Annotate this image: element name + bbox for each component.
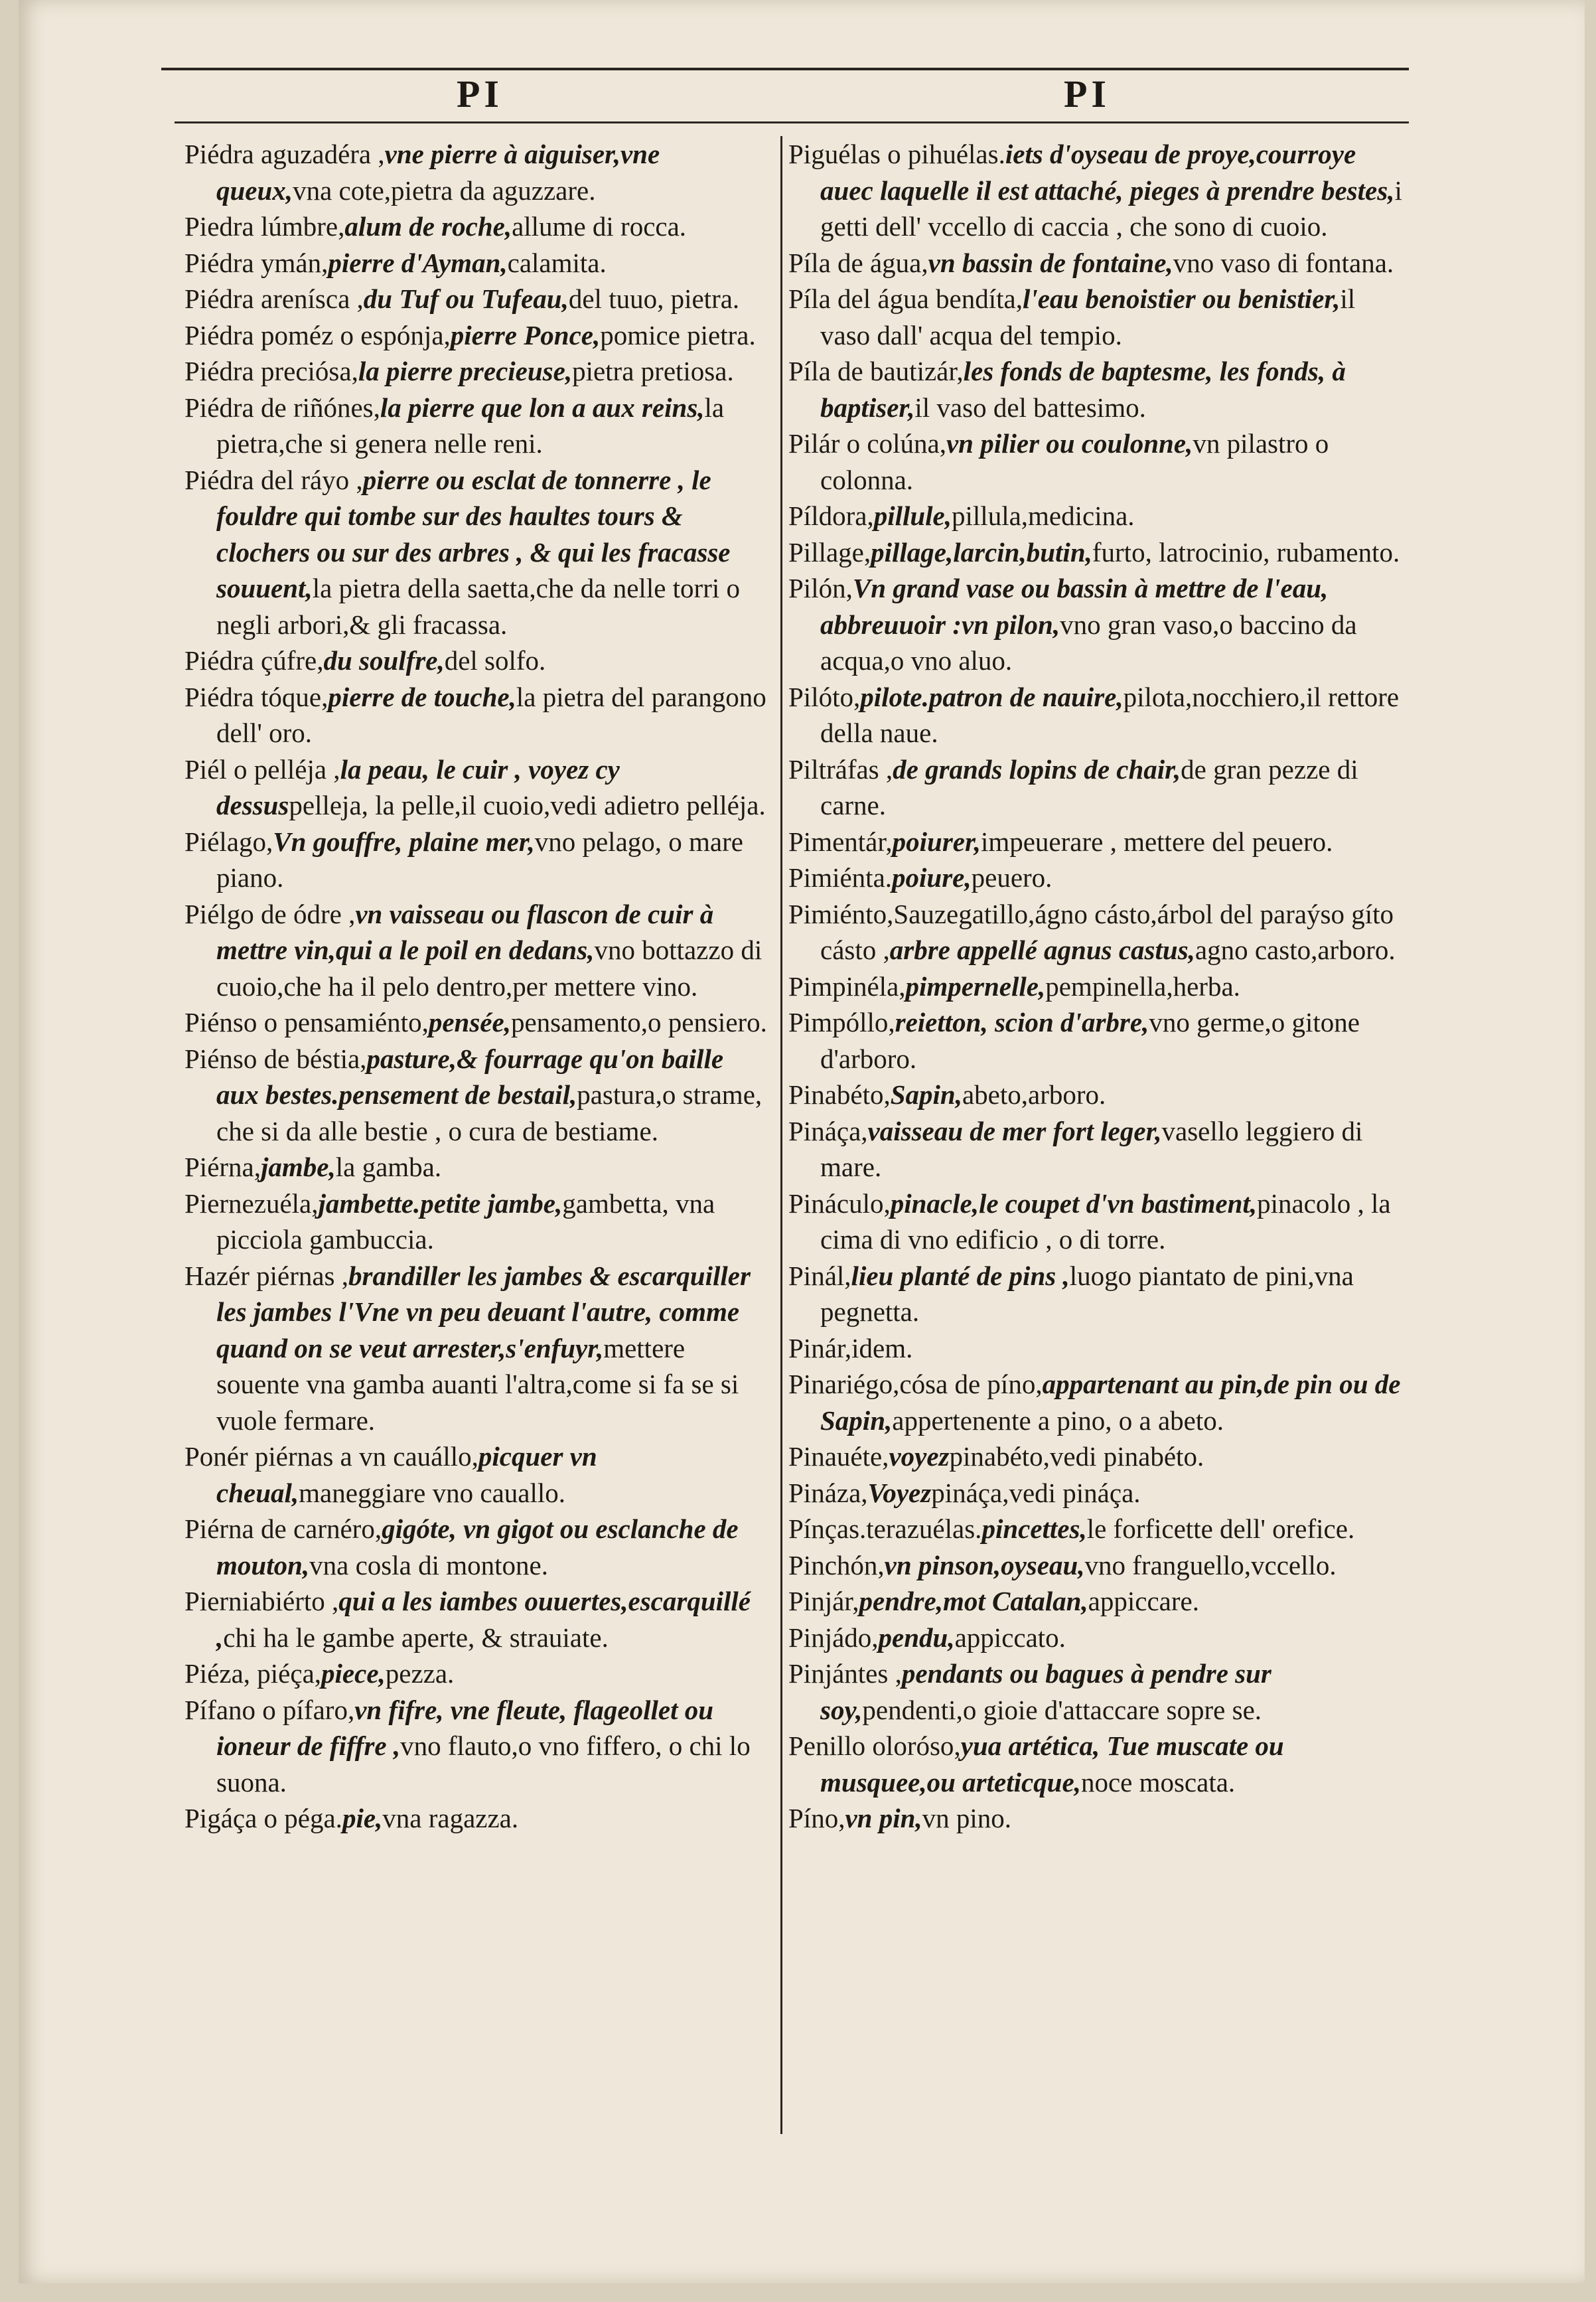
dictionary-entry	[184, 751, 772, 824]
entry-headword: Piédra poméz o espónja,	[184, 319, 451, 350]
entry-headword: Piérna,	[184, 1152, 261, 1182]
dictionary-entry	[184, 1511, 772, 1583]
entry-headword: Pinál,	[788, 1260, 851, 1291]
entry-headword: Piénso o pensamiénto,	[184, 1007, 429, 1037]
entry-italian: la pietra,che si genera nelle reni.	[216, 392, 725, 459]
entry-french: voyez	[889, 1441, 950, 1472]
entry-headword: Piéza, piéça,	[184, 1658, 322, 1689]
entry-italian: luogo piantato de pini,vna pegnetta.	[820, 1260, 1354, 1327]
entry-italian: pomice pietra.	[600, 319, 756, 350]
entry-italian: i getti dell' vccello di caccia , che sono di cuoio.	[820, 175, 1402, 242]
entry-headword: Pimpóllo,	[788, 1007, 895, 1037]
dictionary-entry	[788, 1186, 1406, 1258]
entry-headword: Pigáça o péga.	[184, 1803, 342, 1833]
entry-italian: pempinella,herba.	[1045, 970, 1240, 1002]
entry-italian: maneggiare vno cauallo.	[299, 1477, 566, 1508]
dictionary-entry	[788, 353, 1406, 425]
dictionary-entry	[788, 1475, 1406, 1511]
entry-headword: Pinjántes ,	[788, 1658, 902, 1689]
dictionary-entry	[184, 1004, 772, 1041]
entry-italian: pastura,o strame, che si da alle bestie , o cura de bestiame.	[216, 1079, 762, 1146]
entry-french: brandiller les jambes & escarquiller les jambes l'Vne vn peu deuant l'autre, comme quand on se veut arrester,s'enfuyr,	[216, 1260, 751, 1363]
entry-italian: vno franguello,vccello.	[1084, 1549, 1337, 1580]
entry-italian: vasello leggiero di mare.	[820, 1115, 1363, 1182]
entry-french: poiure,	[892, 862, 972, 893]
entry-headword: Piédra arenísca ,	[184, 283, 364, 314]
entry-italian: le forficette dell' orefice.	[1086, 1513, 1355, 1544]
dictionary-entry	[184, 896, 772, 1005]
entry-italian: la pietra della saetta,che da nelle torri o negli arbori,& gli fracassa.	[216, 573, 740, 640]
entry-french: gigóte, vn gigot ou esclanche de mouton,	[216, 1513, 739, 1580]
right-column	[788, 136, 1406, 1837]
entry-french: pierre de touche,	[328, 681, 516, 712]
entry-french: pendre,mot Catalan,	[859, 1586, 1088, 1616]
dictionary-entry	[788, 534, 1406, 571]
entry-headword: Pinchón,	[788, 1549, 885, 1580]
entry-headword: Pinariégo,cósa de píno,	[788, 1369, 1043, 1399]
entry-italian: vno germe,o gitone d'arboro.	[820, 1007, 1360, 1074]
entry-headword: Pinjádo,	[788, 1622, 879, 1653]
entry-italian: pinabéto,vedi pinabéto.	[949, 1441, 1204, 1472]
entry-italian: noce moscata.	[1080, 1766, 1236, 1798]
entry-french: la peau, le cuir , voyez cy dessus	[216, 753, 620, 820]
dictionary-entry	[788, 860, 1406, 896]
top-rule	[161, 68, 1409, 70]
dictionary-entry	[788, 1438, 1406, 1475]
entry-italian: vna ragazza.	[382, 1803, 519, 1833]
entry-french: pincettes,	[981, 1513, 1087, 1544]
entry-italian: pillula,medicina.	[952, 500, 1135, 531]
entry-italian: peuero.	[971, 862, 1052, 893]
dictionary-entry	[184, 1655, 772, 1692]
dictionary-entry	[788, 679, 1406, 751]
entry-french: l'eau benoistier ou benistier,	[1022, 283, 1341, 314]
entry-italian: vna cote,pietra da aguzzare.	[293, 175, 596, 206]
entry-headword: Piédra çúfre,	[184, 645, 324, 676]
entry-headword: Piérna de carnéro,	[184, 1513, 382, 1544]
entry-headword: Piélgo de ódre ,	[184, 898, 356, 929]
entry-french: vn pinson,oyseau,	[884, 1549, 1085, 1580]
dictionary-entry	[184, 136, 772, 208]
dictionary-entry	[788, 245, 1406, 281]
entry-french: du soulfre,	[323, 645, 445, 676]
entry-headword: Piél o pelléja ,	[184, 753, 340, 785]
entry-italian: vno gran vaso,o baccino da acqua,o vno aluo.	[820, 609, 1357, 676]
dictionary-entry	[788, 896, 1406, 968]
dictionary-entry	[184, 245, 772, 281]
dictionary-entry	[788, 1800, 1406, 1837]
entry-italian: vn pino.	[922, 1803, 1012, 1833]
entry-headword: Pilóto,	[788, 681, 861, 712]
entry-french: jambe,	[261, 1152, 336, 1182]
entry-italian: vno vaso di fontana.	[1173, 247, 1394, 278]
entry-headword: Pinauéte,	[788, 1441, 889, 1472]
header-rule	[175, 121, 1409, 123]
entry-headword: Pináculo,	[788, 1188, 891, 1219]
dictionary-entry	[184, 1149, 772, 1186]
dictionary-entry	[788, 1620, 1406, 1656]
dictionary-entry	[184, 317, 772, 354]
entry-french: reietton, scion d'arbre,	[895, 1007, 1149, 1037]
entry-italian: pietra pretiosa.	[572, 356, 734, 386]
entry-french: de grands lopins de chair,	[893, 753, 1181, 785]
entry-headword: Píno,	[788, 1803, 845, 1833]
entry-french: du Tuf ou Tufeau,	[363, 283, 569, 314]
dictionary-entry	[788, 281, 1406, 353]
entry-french: lieu planté de pins ,	[851, 1260, 1070, 1291]
entry-italian: pendenti,o gioie d'attaccare sopre se.	[862, 1694, 1262, 1725]
dictionary-entry	[184, 1438, 772, 1511]
entry-headword: Pinár,	[788, 1332, 852, 1363]
entry-italian: pelleja, la pelle,il cuoio,vedi adietro pelléja.	[289, 790, 766, 820]
entry-french: vaisseau de mer fort leger,	[867, 1115, 1162, 1146]
entry-french: pendants ou bagues à pendre sur soy,	[820, 1658, 1271, 1725]
entry-headword: Piédra aguzadéra ,	[184, 139, 385, 169]
entry-french: vn pin,	[845, 1803, 922, 1833]
entry-french: alum de roche,	[344, 211, 512, 242]
dictionary-entry	[184, 462, 772, 643]
entry-french: pillage,larcin,butin,	[871, 536, 1092, 568]
dictionary-entry	[184, 1692, 772, 1801]
entry-french: appartenant au pin,de pin ou de Sapin,	[820, 1369, 1401, 1436]
entry-headword: Piénso de béstia,	[184, 1043, 367, 1074]
dictionary-entry	[184, 1583, 772, 1655]
dictionary-entry	[788, 1583, 1406, 1620]
entry-italian: del solfo.	[444, 645, 546, 676]
entry-headword: Piédra ymán,	[184, 247, 328, 278]
dictionary-entry	[788, 1004, 1406, 1077]
dictionary-entry	[788, 1330, 1406, 1367]
dictionary-entry	[184, 1800, 772, 1837]
entry-french: pimpernelle,	[905, 970, 1046, 1002]
dictionary-entry	[788, 824, 1406, 860]
running-head-left: PI	[457, 72, 503, 115]
entry-french: piece,	[321, 1658, 386, 1689]
entry-french: pilote.patron de nauire,	[860, 681, 1124, 712]
entry-french: Vn gouffre, plaine mer,	[273, 826, 535, 857]
entry-italian: vno pelago, o mare piano.	[216, 826, 743, 893]
entry-italian: del tuuo, pietra.	[568, 283, 740, 314]
dictionary-entry	[184, 390, 772, 462]
entry-headword: Pinjár,	[788, 1586, 859, 1616]
entry-headword: Pinabéto,	[788, 1079, 891, 1110]
entry-headword: Piguélas o pihuélas.	[788, 139, 1005, 169]
entry-italian: pinacolo , la cima di vno edificio , o di torre.	[820, 1188, 1391, 1255]
entry-french: vne pierre à aiguiser,vne queux,	[216, 139, 660, 206]
entry-italian: idem.	[851, 1332, 913, 1363]
entry-italian: la pietra del parangono dell' oro.	[216, 681, 766, 748]
entry-headword: Penillo oloróso,	[788, 1730, 961, 1761]
entry-headword: Piernezuéla,	[184, 1188, 319, 1219]
dictionary-entry	[788, 425, 1406, 498]
entry-headword: Pimiénta.	[788, 862, 893, 893]
entry-french: pierre Ponce,	[450, 319, 601, 350]
dictionary-entry	[184, 208, 772, 245]
dictionary-entry	[184, 1186, 772, 1258]
entry-italian: pilota,nocchiero,il rettore della naue.	[820, 681, 1400, 748]
entry-headword: Hazér piérnas ,	[184, 1260, 349, 1291]
entry-italian: chi ha le gambe aperte, & strauiate.	[223, 1622, 609, 1653]
entry-french: pierre d'Ayman,	[328, 247, 508, 278]
entry-headword: Pierniabiérto ,	[184, 1586, 339, 1616]
dictionary-page	[19, 0, 1585, 2283]
entry-headword: Pillage,	[788, 536, 871, 568]
entry-french: les fonds de baptesme, les fonds, à baptiser,	[820, 356, 1346, 423]
entry-italian: appertenente a pino, o a abeto.	[892, 1405, 1224, 1436]
entry-french: vn vaisseau ou flascon de cuir à mettre vin,qui a le poil en dedans,	[216, 898, 714, 965]
dictionary-entry	[788, 1547, 1406, 1584]
dictionary-entry	[788, 1113, 1406, 1186]
entry-french: jambette.petite jambe,	[318, 1188, 563, 1219]
entry-french: pillule,	[873, 500, 952, 531]
dictionary-entry	[788, 751, 1406, 824]
dictionary-entry	[184, 643, 772, 679]
entry-italian: pensamento,o pensiero.	[510, 1007, 767, 1037]
entry-headword: Piédra tóque,	[184, 681, 328, 712]
entry-headword: Ponér piérnas a vn cauállo,	[184, 1441, 478, 1472]
entry-italian: abeto,arboro.	[962, 1079, 1106, 1110]
entry-french: pinacle,le coupet d'vn bastiment,	[890, 1188, 1258, 1219]
entry-italian: furto, latrocinio, rubamento.	[1092, 536, 1400, 568]
entry-headword: Píla del água bendíta,	[788, 283, 1023, 314]
entry-headword: Piédra del ráyo ,	[184, 464, 363, 495]
entry-french: pie,	[342, 1803, 383, 1833]
entry-italian: de gran pezze di carne.	[820, 753, 1358, 820]
entry-french: pendu,	[878, 1622, 955, 1653]
entry-french: pasture,& fourrage qu'on baille aux bestes.pensement de bestail,	[216, 1043, 724, 1110]
entry-italian: il vaso del battesimo.	[914, 392, 1146, 423]
dictionary-entry	[184, 281, 772, 317]
entry-french: yua artética, Tue muscate ou musquee,ou arteticque,	[820, 1730, 1284, 1798]
entry-italian: vno flauto,o vno fiffero, o chi lo suona.	[216, 1730, 751, 1798]
entry-headword: Pináça,	[788, 1115, 868, 1146]
entry-headword: Piedra lúmbre,	[184, 211, 345, 242]
entry-headword: Píla de água,	[788, 247, 928, 278]
left-column	[184, 136, 772, 1837]
entry-french: iets d'oyseau de proye,courroye auec laquelle il est attaché, pieges à prendre bestes,	[820, 139, 1395, 206]
entry-french: Vn grand vase ou bassin à mettre de l'eau, abbreuuoir :vn pilon,	[820, 573, 1329, 640]
entry-headword: Píla de bautizár,	[788, 356, 964, 386]
entry-french: la pierre precieuse,	[358, 356, 573, 386]
entry-headword: Píldora,	[788, 500, 874, 531]
dictionary-entry	[184, 679, 772, 751]
dictionary-entry	[788, 1366, 1406, 1438]
entry-italian: il vaso dall' acqua del tempio.	[820, 283, 1356, 350]
entry-headword: Pimpinéla,	[788, 970, 906, 1002]
entry-headword: Piltráfas ,	[788, 753, 893, 785]
entry-italian: calamita.	[507, 247, 607, 278]
entry-french: vn fifre, vne fleute, flageollet ou ioneur de fiffre ,	[216, 1694, 714, 1761]
entry-italian: pezza.	[385, 1658, 455, 1689]
entry-italian: appiccato.	[954, 1622, 1066, 1653]
entry-french: poiurer,	[892, 826, 981, 857]
entry-headword: Pináza,	[788, 1477, 868, 1508]
entry-italian: gambetta, vna picciola gambuccia.	[216, 1188, 715, 1255]
entry-italian: impeuerare , mettere del peuero.	[980, 826, 1333, 857]
dictionary-entry	[788, 1728, 1406, 1800]
dictionary-entry	[184, 1258, 772, 1439]
entry-headword: Pilón,	[788, 573, 853, 603]
entry-french: pensée,	[428, 1007, 511, 1037]
dictionary-entry	[788, 1258, 1406, 1330]
entry-french: la pierre que lon a aux reins,	[380, 392, 705, 423]
entry-headword: Pífano o pífaro,	[184, 1694, 355, 1725]
dictionary-entry	[788, 1077, 1406, 1113]
entry-french: vn bassin de fontaine,	[928, 247, 1173, 278]
entry-french: pierre ou esclat de tonnerre , le fouldre qui tombe sur des haultes tours & clochers ou sur des arbres , & qui les fracasse souuent,	[216, 464, 731, 603]
entry-italian: appiccare.	[1088, 1586, 1199, 1616]
entry-french: vn pilier ou coulonne,	[946, 428, 1193, 459]
entry-french: picquer vn cheual,	[216, 1441, 597, 1508]
dictionary-entry	[184, 824, 772, 896]
entry-headword: Piélago,	[184, 826, 273, 857]
entry-french: Voyez	[867, 1477, 932, 1508]
dictionary-entry	[788, 1655, 1406, 1728]
dictionary-entry	[788, 498, 1406, 534]
entry-headword: Piédra preciósa,	[184, 356, 358, 386]
entry-italian: vna cosla di montone.	[309, 1549, 548, 1580]
entry-french: qui a les iambes ouuertes,escarquillé ,	[216, 1586, 751, 1653]
column-divider	[780, 136, 782, 2134]
entry-headword: Piédra de riñónes,	[184, 392, 380, 423]
entry-headword: Pilár o colúna,	[788, 428, 946, 459]
entry-italian: pináça,vedi pináça.	[931, 1477, 1141, 1508]
entry-headword: Pimiénto,Sauzegatillo,ágno cásto,árbol del paraýso gíto cásto ,	[788, 898, 1394, 965]
entry-italian: mettere souente vna gamba auanti l'altra,come si fa se si vuole fermare.	[216, 1332, 739, 1436]
entry-headword: Pimentár,	[788, 826, 893, 857]
dictionary-entry	[184, 353, 772, 390]
entry-italian: la gamba.	[335, 1152, 442, 1182]
entry-french: arbre appellé agnus castus,	[889, 935, 1195, 965]
entry-italian: agno casto,arboro.	[1195, 935, 1396, 965]
entry-italian: allume di rocca.	[512, 211, 687, 242]
entry-italian: vn pilastro o colonna.	[820, 428, 1329, 495]
dictionary-entry	[788, 570, 1406, 679]
dictionary-entry	[788, 968, 1406, 1005]
dictionary-entry	[788, 136, 1406, 245]
entry-headword: Pínças.terazuélas.	[788, 1513, 982, 1544]
entry-french: Sapin,	[890, 1079, 962, 1110]
running-head-right: PI	[1064, 72, 1110, 115]
dictionary-entry	[184, 1041, 772, 1150]
dictionary-entry	[788, 1511, 1406, 1547]
entry-italian: vno bottazzo di cuoio,che ha il pelo dentro,per mettere vino.	[216, 935, 762, 1002]
